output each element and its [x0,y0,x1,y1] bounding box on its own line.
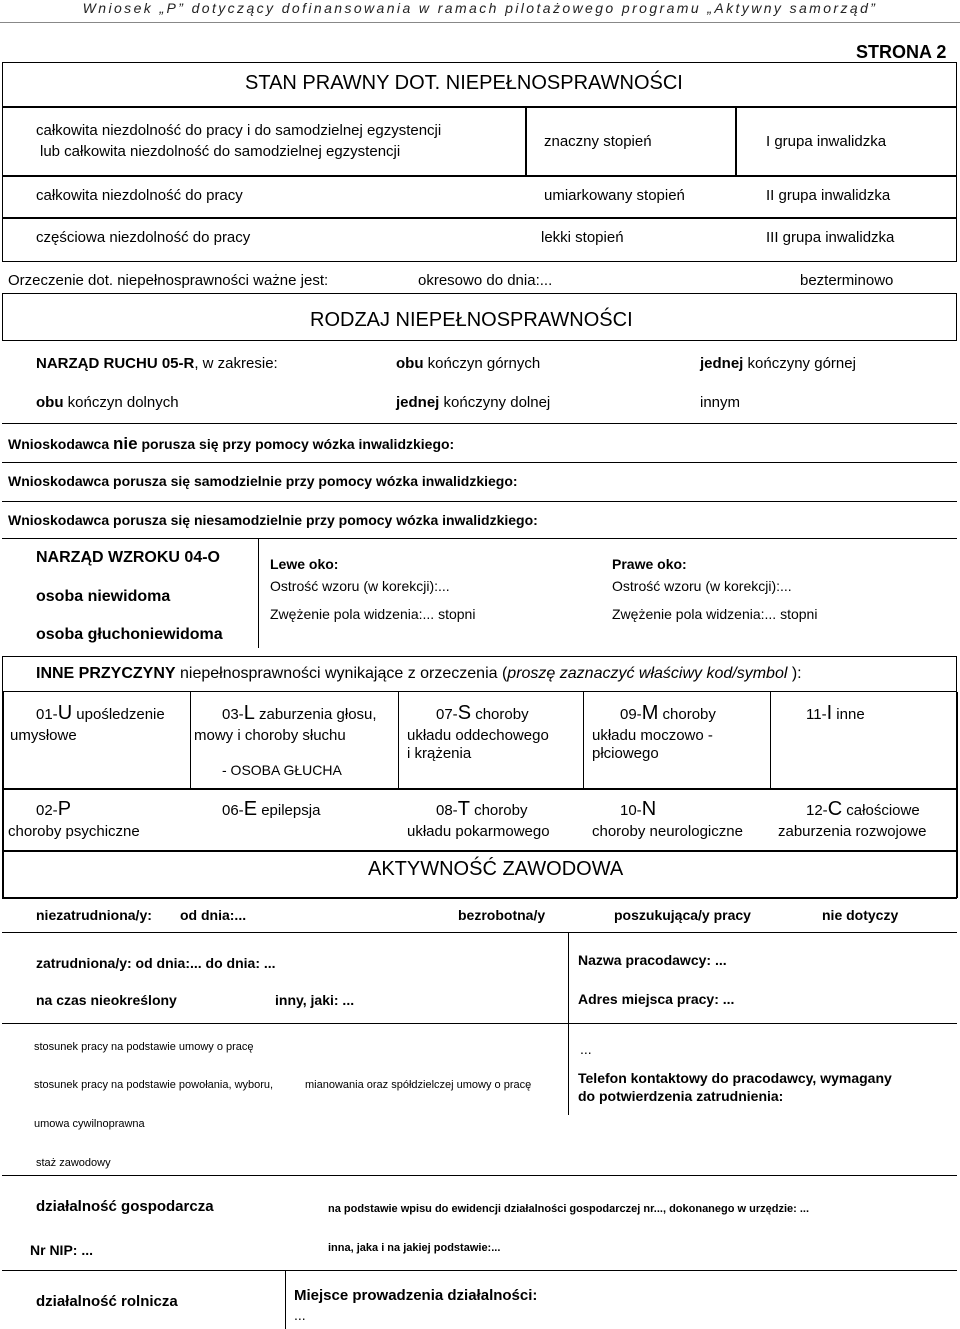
bold-word: jednej [396,394,440,411]
header-rule [0,22,960,23]
code-03-line3: - OSOBA GŁUCHA [222,762,342,778]
symbol: S [457,702,472,724]
nip-field[interactable]: Nr NIP: ... [30,1242,94,1258]
validity-label: Orzeczenie dot. niepełnosprawności ważne jest: [8,272,329,289]
degree-light[interactable]: lekki stopień [541,229,624,246]
code-01[interactable] [36,702,165,725]
divider [398,692,399,788]
employer-name[interactable]: Nazwa pracodawcy: ... [578,952,727,968]
divider [568,1023,569,1115]
divider [258,538,259,648]
option-text: kończyn dolnych [63,394,179,411]
option-both-upper[interactable] [396,355,540,372]
legal-option-total-a[interactable]: całkowita niezdolność do pracy i do samodzielnej egzystencji [36,122,442,139]
indefinite-option[interactable]: na czas nieokreślony [36,992,177,1008]
farming-option[interactable]: działalność rolnicza [36,1293,178,1310]
divider [2,788,957,790]
divider [2,423,957,424]
document-header: Wniosek „P” dotyczący dofinansowania w ramach pilotażowego programu „Aktywny samorząd” [82,0,878,16]
page-number: STRONA 2 [856,42,947,62]
symbol: L [243,702,255,724]
text-part: Wnioskodawca [8,436,114,452]
code-text: choroby [469,802,528,819]
symbol: P [57,798,72,820]
option-text: kończyny górnej [743,355,856,372]
not-applicable-option[interactable]: nie dotyczy [822,907,899,923]
option-both-lower[interactable] [36,394,179,411]
other-kind-option[interactable]: inny, jaki: ... [275,992,355,1008]
left-eye-acuity[interactable]: Ostrość wzoru (w korekcji):... [270,578,450,594]
right-eye-title: Prawe oko: [612,556,687,572]
symbol: I [826,702,833,724]
group-3[interactable]: III grupa inwalidzka [766,229,895,246]
other-basis[interactable]: inna, jaka i na jakiej podstawie:... [328,1242,501,1254]
option-text: kończyny dolnej [439,394,551,411]
employer-address[interactable]: Adres miejsca pracy: ... [578,991,735,1007]
code-text: choroby [658,706,716,723]
contract-civil[interactable]: umowa cywilnoprawna [34,1118,145,1130]
code-06[interactable] [222,798,320,821]
divider [2,1270,957,1271]
divider [2,175,957,177]
internship[interactable]: staż zawodowy [36,1157,111,1169]
symbol: C [827,798,843,820]
business-place-dots: ... [294,1307,306,1323]
symbol: U [57,702,73,724]
code: 07- [436,706,458,723]
code: 03- [222,706,244,723]
divider [583,692,584,788]
option-text: kończyn górnych [423,355,541,372]
symbol: T [457,798,470,820]
wheelchair-dependent[interactable]: Wnioskodawca porusza się niesamodzielnie przy pomocy wózka inwalidzkiego: [8,512,538,528]
bold-word: jednej [700,355,744,372]
title-text: niepełnosprawności wynikające z orzeczenia ( [175,665,508,682]
contract-employment[interactable]: stosunek pracy na podstawie umowy o pracę [34,1041,254,1053]
title-italic: proszę zaznaczyć właściwy kod/symbol [507,665,788,682]
divider [956,850,958,898]
divider [2,850,957,852]
divider [735,106,737,175]
disability-type-title: RODZAJ NIEPEŁNOSPRAWNOŚCI [310,309,633,331]
option-other[interactable]: innym [700,394,741,411]
right-eye-acuity[interactable]: Ostrość wzoru (w korekcji):... [612,578,792,594]
degree-significant[interactable]: znaczny stopień [544,133,652,150]
divider [2,106,957,108]
validity-indefinite[interactable]: bezterminowo [800,272,894,289]
code-09-line2: układu moczowo - [592,727,713,744]
option-one-lower[interactable] [396,394,550,411]
contract-appointment-b: mianowania oraz spółdzielczej umowy o pracę [305,1079,532,1091]
code-text: inne [832,706,865,723]
code: 02- [36,802,58,819]
legal-option-total-b: lub całkowita niezdolność do samodzielnej egzystencji [40,143,401,160]
code: 08- [436,802,458,819]
code-text: całościowe [842,802,920,819]
code-10[interactable] [620,798,656,821]
employer-dots: ... [580,1041,592,1057]
code-03[interactable] [222,702,377,725]
text-part: porusza się przy pomocy wózka inwalidzkiego: [137,436,455,452]
code-12[interactable] [806,798,920,821]
group-1[interactable]: I grupa inwalidzka [766,133,887,150]
code: 12- [806,802,828,819]
code-09[interactable] [620,702,716,725]
divider [2,538,957,539]
code-08[interactable] [436,798,527,821]
code-01-line2: umysłowe [10,727,77,744]
divider [285,1270,286,1329]
divider [2,1175,957,1176]
divider [2,932,957,933]
code-10-line2: choroby neurologiczne [592,823,743,840]
code: 06- [222,802,244,819]
left-eye-field[interactable]: Zwężenie pola widzenia:... stopni [270,606,476,622]
wheelchair-independent[interactable]: Wnioskodawca porusza się samodzielnie przy pomocy wózka inwalidzkiego: [8,473,518,489]
divider [525,106,527,175]
bold-word: obu [396,355,424,372]
wheelchair-no[interactable] [8,434,454,454]
title-end: ): [787,665,802,682]
code-08-line2: układu pokarmowego [407,823,550,840]
divider [2,1023,957,1024]
code-07[interactable] [436,702,529,725]
code-03-line2: mowy i choroby słuchu [194,727,346,744]
divider [2,692,4,855]
code-text: zaburzenia głosu, [254,706,377,723]
legal-option-partial[interactable]: częściowa niezdolność do pracy [36,229,251,246]
right-eye-field[interactable]: Zwężenie pola widzenia:... stopni [612,606,818,622]
code-text: epilepsja [257,802,321,819]
movement-scope: , w zakresie: [194,355,278,372]
divider [2,897,957,899]
emphasis-nie: nie [113,434,138,453]
vision-deafblind[interactable]: osoba głuchoniewidoma [36,626,223,643]
symbol: N [641,798,657,820]
code-02[interactable] [36,798,71,821]
vision-organ-label[interactable]: NARZĄD WZROKU 04-O [36,549,220,566]
code-09-line3: płciowego [592,745,659,762]
divider [2,462,957,463]
group-2[interactable]: II grupa inwalidzka [766,187,891,204]
contract-appointment[interactable]: stosunek pracy na podstawie powołania, wyboru, [34,1079,274,1091]
divider [2,850,4,898]
employed-option[interactable]: zatrudniona/y: od dnia:... do dnia: ... [36,955,276,971]
code-text: upośledzenie [72,706,165,723]
code: 10- [620,802,642,819]
other-causes-title [36,665,802,683]
unemployed-option[interactable]: niezatrudniona/y: [36,907,152,923]
legal-option-work[interactable]: całkowita niezdolność do pracy [36,187,243,204]
jobless-option[interactable]: bezrobotna/y [458,907,546,923]
left-eye-title: Lewe oko: [270,556,339,572]
divider [770,692,771,788]
code-12-line2: zaburzenia rozwojowe [778,823,927,840]
business-place-label[interactable]: Miejsce prowadzenia działalności: [294,1287,538,1304]
work-activity-title: AKTYWNOŚĆ ZAWODOWA [368,858,624,880]
employer-phone-label-b: do potwierdzenia zatrudnienia: [578,1088,784,1104]
title-bold: INNE PRZYCZYNY [36,665,176,682]
business-registration[interactable]: na podstawie wpisu do ewidencji działalności gospodarczej nr..., dokonanego w urzędzie: ... [328,1203,810,1215]
option-one-upper[interactable] [700,355,856,372]
code-02-line2: choroby psychiczne [8,823,140,840]
code-07-line2: układu oddechowego [407,727,549,744]
symbol: M [641,702,659,724]
code: 01- [36,706,58,723]
legal-status-title: STAN PRAWNY DOT. NIEPEŁNOSPRAWNOŚCI [245,72,683,94]
code: 11- [806,706,827,723]
divider [190,692,191,788]
vision-blind[interactable]: osoba niewidoma [36,588,171,605]
divider [568,932,569,1024]
business-option[interactable]: działalność gospodarcza [36,1198,214,1215]
code-text: choroby [471,706,529,723]
code: 09- [620,706,642,723]
movement-organ-label [36,355,278,372]
unemployed-since[interactable]: od dnia:... [180,907,247,923]
divider [2,501,957,502]
code-07-line3: i krążenia [407,745,472,762]
divider [2,217,957,219]
degree-moderate[interactable]: umiarkowany stopień [544,187,685,204]
code-11[interactable] [806,702,865,725]
employer-phone-label-a[interactable]: Telefon kontaktowy do pracodawcy, wymagany [578,1070,892,1086]
bold-word: obu [36,394,64,411]
movement-code: NARZĄD RUCHU 05-R [36,355,195,372]
validity-periodic[interactable]: okresowo do dnia:... [418,272,553,289]
symbol: E [243,798,258,820]
seeking-option[interactable]: poszukująca/y pracy [614,907,751,923]
divider [956,692,958,855]
